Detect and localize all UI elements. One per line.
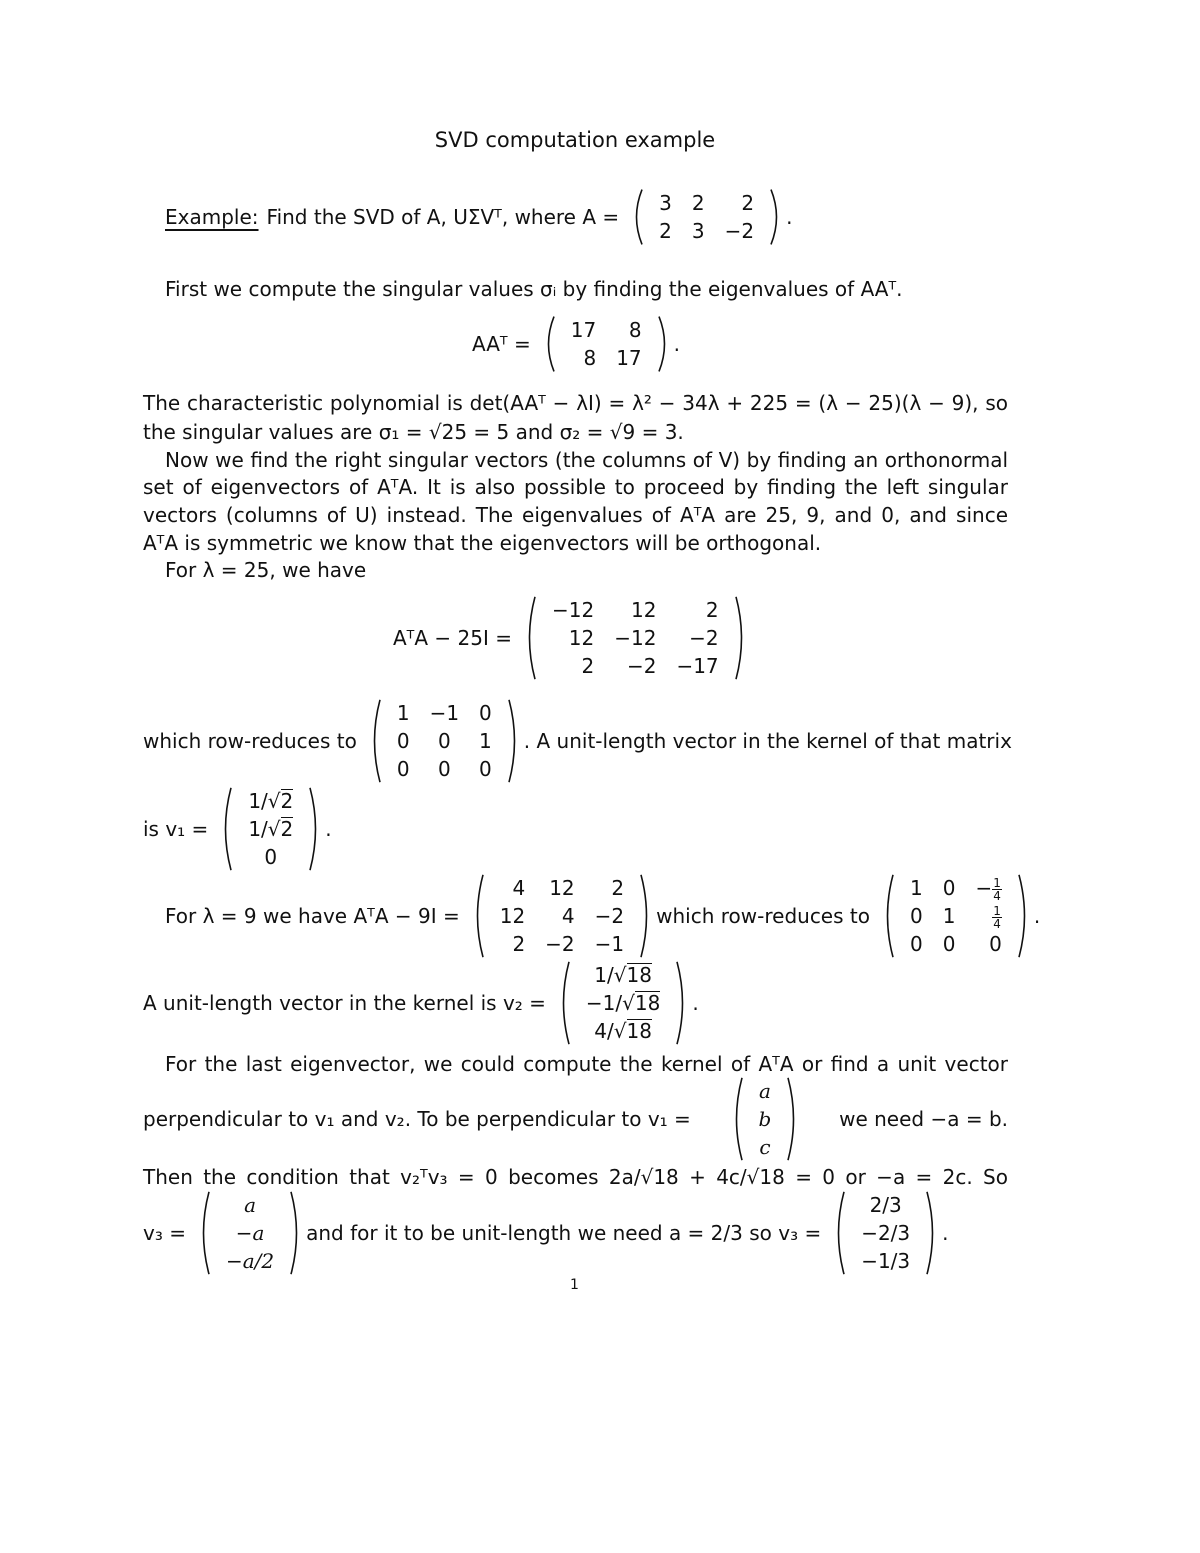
matrix-entry: 4	[512, 876, 526, 900]
matrix-entry: 1/√2	[248, 817, 294, 841]
matrix-entry: 2	[512, 932, 526, 956]
matrix-rref25	[365, 699, 524, 783]
matrix-entry: 1/√2	[248, 789, 294, 813]
matrix-entry: a	[244, 1193, 257, 1217]
matrix-entry: 0	[942, 876, 956, 900]
matrix-entry: 2/3	[869, 1193, 902, 1217]
matrix-entry: −a/2	[225, 1249, 275, 1273]
right-paren	[768, 189, 784, 245]
v2-line: A unit-length vector in the kernel is v₂ = 1/√18 −1/√18 4/√18 .	[143, 963, 699, 1043]
matrix-entry: −1	[594, 932, 625, 956]
example-text: Find the SVD of A, UΣVᵀ, where A =	[266, 205, 620, 229]
matrix-entry: 2	[705, 598, 719, 622]
rowreduce25-line	[143, 697, 1012, 785]
aat-label: AAᵀ =	[472, 332, 531, 356]
matrix-entry: −2	[545, 932, 575, 956]
matrix-AAT	[539, 316, 674, 372]
perpendicular-prefix: perpendicular to v₁ and v₂. To be perpendicular to v₁ =	[143, 1107, 691, 1131]
perpendicular-line	[143, 1075, 1008, 1163]
matrix-entry: 0	[942, 932, 956, 956]
matrix-entry: −12	[614, 626, 657, 650]
right-paren	[506, 699, 522, 783]
matrix-entry: 12	[630, 598, 657, 622]
matrix-grid	[542, 596, 729, 680]
matrix-entry: 2	[691, 191, 705, 215]
v1-line: is v₁ = 1/√2 1/√2 0 .	[143, 789, 332, 869]
matrix-entry: a	[758, 1079, 771, 1103]
matrix-entry: 4/√18	[594, 1019, 652, 1043]
matrix-entry: b	[758, 1107, 772, 1131]
right-paren	[1016, 874, 1032, 958]
matrix-entry: $\frac{1}{4}$	[993, 904, 1001, 931]
matrix-entry: 3	[691, 219, 705, 243]
right-paren	[924, 1191, 940, 1275]
paragraph-right-singular-line3: vectors (columns of U) instead. The eigenvalues of AᵀA are 25, 9, and 0, and since	[143, 503, 1008, 527]
matrix-entry: −12	[552, 598, 595, 622]
matrix-entry: 12	[549, 876, 575, 900]
paragraph-char-poly-line1: The characteristic polynomial is det(AAᵀ − λI) = λ² − 34λ + 225 = (λ − 25)(λ − 9), so	[143, 391, 1008, 415]
v2-prefix: A unit-length vector in the kernel is v₂ =	[143, 991, 546, 1015]
v3-mid: and for it to be unit-length we need a = 2/3 so v₃ =	[306, 1221, 822, 1245]
right-paren	[733, 596, 749, 680]
vector-v3	[829, 1191, 942, 1275]
right-paren	[785, 1077, 801, 1161]
matrix-grid	[851, 1191, 920, 1275]
vector-v1	[216, 787, 325, 871]
matrix-entry: 2	[741, 191, 755, 215]
matrix-entry: 12	[568, 626, 595, 650]
matrix-ATA25	[520, 596, 751, 680]
matrix-grid	[900, 874, 1012, 958]
left-paren	[729, 1077, 745, 1161]
matrix-grid	[749, 1077, 782, 1161]
matrix-entry: 0	[396, 729, 410, 753]
aat-display: AAᵀ = 17 8 8 17 .	[472, 318, 680, 370]
right-paren	[307, 787, 323, 871]
matrix-entry: 0	[396, 757, 410, 781]
page-title: SVD computation example	[434, 128, 716, 152]
matrix-entry: 1	[909, 876, 923, 900]
matrix-entry: 0	[437, 757, 451, 781]
left-paren	[831, 1191, 847, 1275]
left-paren	[880, 874, 896, 958]
left-paren	[367, 699, 383, 783]
matrix-entry: c	[759, 1135, 771, 1159]
matrix-entry: 4	[561, 904, 575, 928]
matrix-rref9	[878, 874, 1034, 958]
matrix-entry: −2/3	[861, 1221, 911, 1245]
matrix-entry: −1	[429, 701, 460, 725]
matrix-entry: 1	[479, 729, 492, 753]
matrix-A	[627, 189, 786, 245]
matrix-grid	[561, 316, 652, 372]
matrix-entry: −1/3	[861, 1249, 911, 1273]
example-label: Example:	[165, 205, 259, 229]
v3-line: v₃ = a −a −a/2 and for it to be unit-length we need a = 2/3 so v₃ = 2/3 −2/3 −1/3 .	[143, 1193, 949, 1273]
paragraph-lambda25: For λ = 25, we have	[165, 558, 367, 582]
left-paren	[629, 189, 645, 245]
rowreduce25-suffix: . A unit-length vector in the kernel of that matrix	[523, 729, 1012, 753]
matrix-entry: 1	[396, 701, 410, 725]
ata25-label: AᵀA − 25I =	[393, 626, 512, 650]
matrix-ATA9	[468, 874, 656, 958]
vector-v3-symbolic	[194, 1191, 306, 1275]
matrix-entry: −a	[235, 1221, 265, 1245]
matrix-entry: 0	[989, 932, 1002, 956]
lambda9-line: For λ = 9 we have AᵀA − 9I = 4 12 2 12 4 −2 2 −2 −1 which row-reduces to 1 0 − $\frac{1}{4}$ 0 1 $\frac{1}{4}$ 0 0 0 .	[165, 876, 1041, 956]
right-paren	[656, 316, 672, 372]
matrix-grid	[238, 787, 303, 871]
rowreduce25-prefix: which row-reduces to	[143, 729, 357, 753]
right-paren	[674, 961, 690, 1045]
matrix-entry: 2	[659, 219, 672, 243]
matrix-entry: 1	[942, 904, 956, 928]
matrix-entry: 8	[583, 346, 597, 370]
matrix-entry: 0	[437, 729, 451, 753]
right-paren	[288, 1191, 304, 1275]
paragraph-last-eigenvector-line1: For the last eigenvector, we could compute the kernel of AᵀA or find a unit vector	[165, 1052, 1008, 1076]
paragraph-right-singular-line1: Now we find the right singular vectors (the columns of V) by finding an orthonormal	[165, 448, 1008, 472]
right-paren	[638, 874, 654, 958]
matrix-entry: 17	[616, 346, 642, 370]
matrix-entry: −2	[626, 654, 657, 678]
matrix-entry: 12	[499, 904, 526, 928]
v3-prefix: v₃ =	[143, 1221, 186, 1245]
matrix-entry: 1/√18	[594, 963, 652, 987]
lambda9-mid: which row-reduces to	[656, 904, 870, 928]
matrix-entry: 0	[909, 932, 923, 956]
matrix-entry: 17	[570, 318, 597, 342]
paragraph-condition-line: Then the condition that v₂ᵀv₃ = 0 becomes 2a/√18 + 4c/√18 = 0 or −a = 2c. So	[143, 1165, 1008, 1189]
matrix-entry: −1/√18	[585, 991, 661, 1015]
v1-prefix: is v₁ =	[143, 817, 209, 841]
paragraph-right-singular-line2: set of eigenvectors of AᵀA. It is also possible to proceed by finding the left singular	[143, 475, 1008, 499]
matrix-entry: 2	[611, 876, 625, 900]
matrix-entry: 0	[479, 701, 492, 725]
left-paren	[196, 1191, 212, 1275]
perpendicular-suffix: we need −a = b.	[839, 1107, 1008, 1131]
matrix-grid	[576, 961, 670, 1045]
page-number: 1	[570, 1277, 579, 1293]
paragraph-singular-values-intro: First we compute the singular values σᵢ by finding the eigenvalues of AAᵀ.	[165, 277, 903, 301]
left-paren	[556, 961, 572, 1045]
matrix-entry: 3	[659, 191, 672, 215]
left-paren	[218, 787, 234, 871]
matrix-entry: −2	[594, 904, 625, 928]
lambda9-prefix: For λ = 9 we have AᵀA − 9I =	[165, 904, 460, 928]
paragraph-right-singular-line4: AᵀA is symmetric we know that the eigenvectors will be orthogonal.	[143, 531, 822, 555]
matrix-entry: −2	[724, 219, 755, 243]
matrix-entry: 0	[909, 904, 923, 928]
matrix-grid	[490, 874, 634, 958]
vector-abc	[727, 1077, 804, 1161]
matrix-entry: 0	[479, 757, 492, 781]
matrix-grid	[649, 189, 764, 245]
matrix-entry: −2	[689, 626, 719, 650]
paragraph-char-poly-line2: the singular values are σ₁ = √25 = 5 and σ₂ = √9 = 3.	[143, 420, 684, 444]
matrix-entry: − $\frac{1}{4}$	[975, 876, 1001, 903]
example-statement: Example: Find the SVD of A, UΣVᵀ, where A = 3 2 2 2 3 −2 .	[165, 191, 793, 243]
vector-v2	[554, 961, 692, 1045]
matrix-grid	[216, 1191, 284, 1275]
matrix-entry: 8	[628, 318, 642, 342]
left-paren	[522, 596, 538, 680]
matrix-entry: 2	[581, 654, 595, 678]
matrix-entry: 0	[264, 845, 278, 869]
matrix-entry: −17	[676, 654, 719, 678]
left-paren	[541, 316, 557, 372]
left-paren	[470, 874, 486, 958]
matrix-grid	[387, 699, 502, 783]
ata25-display	[393, 594, 751, 682]
